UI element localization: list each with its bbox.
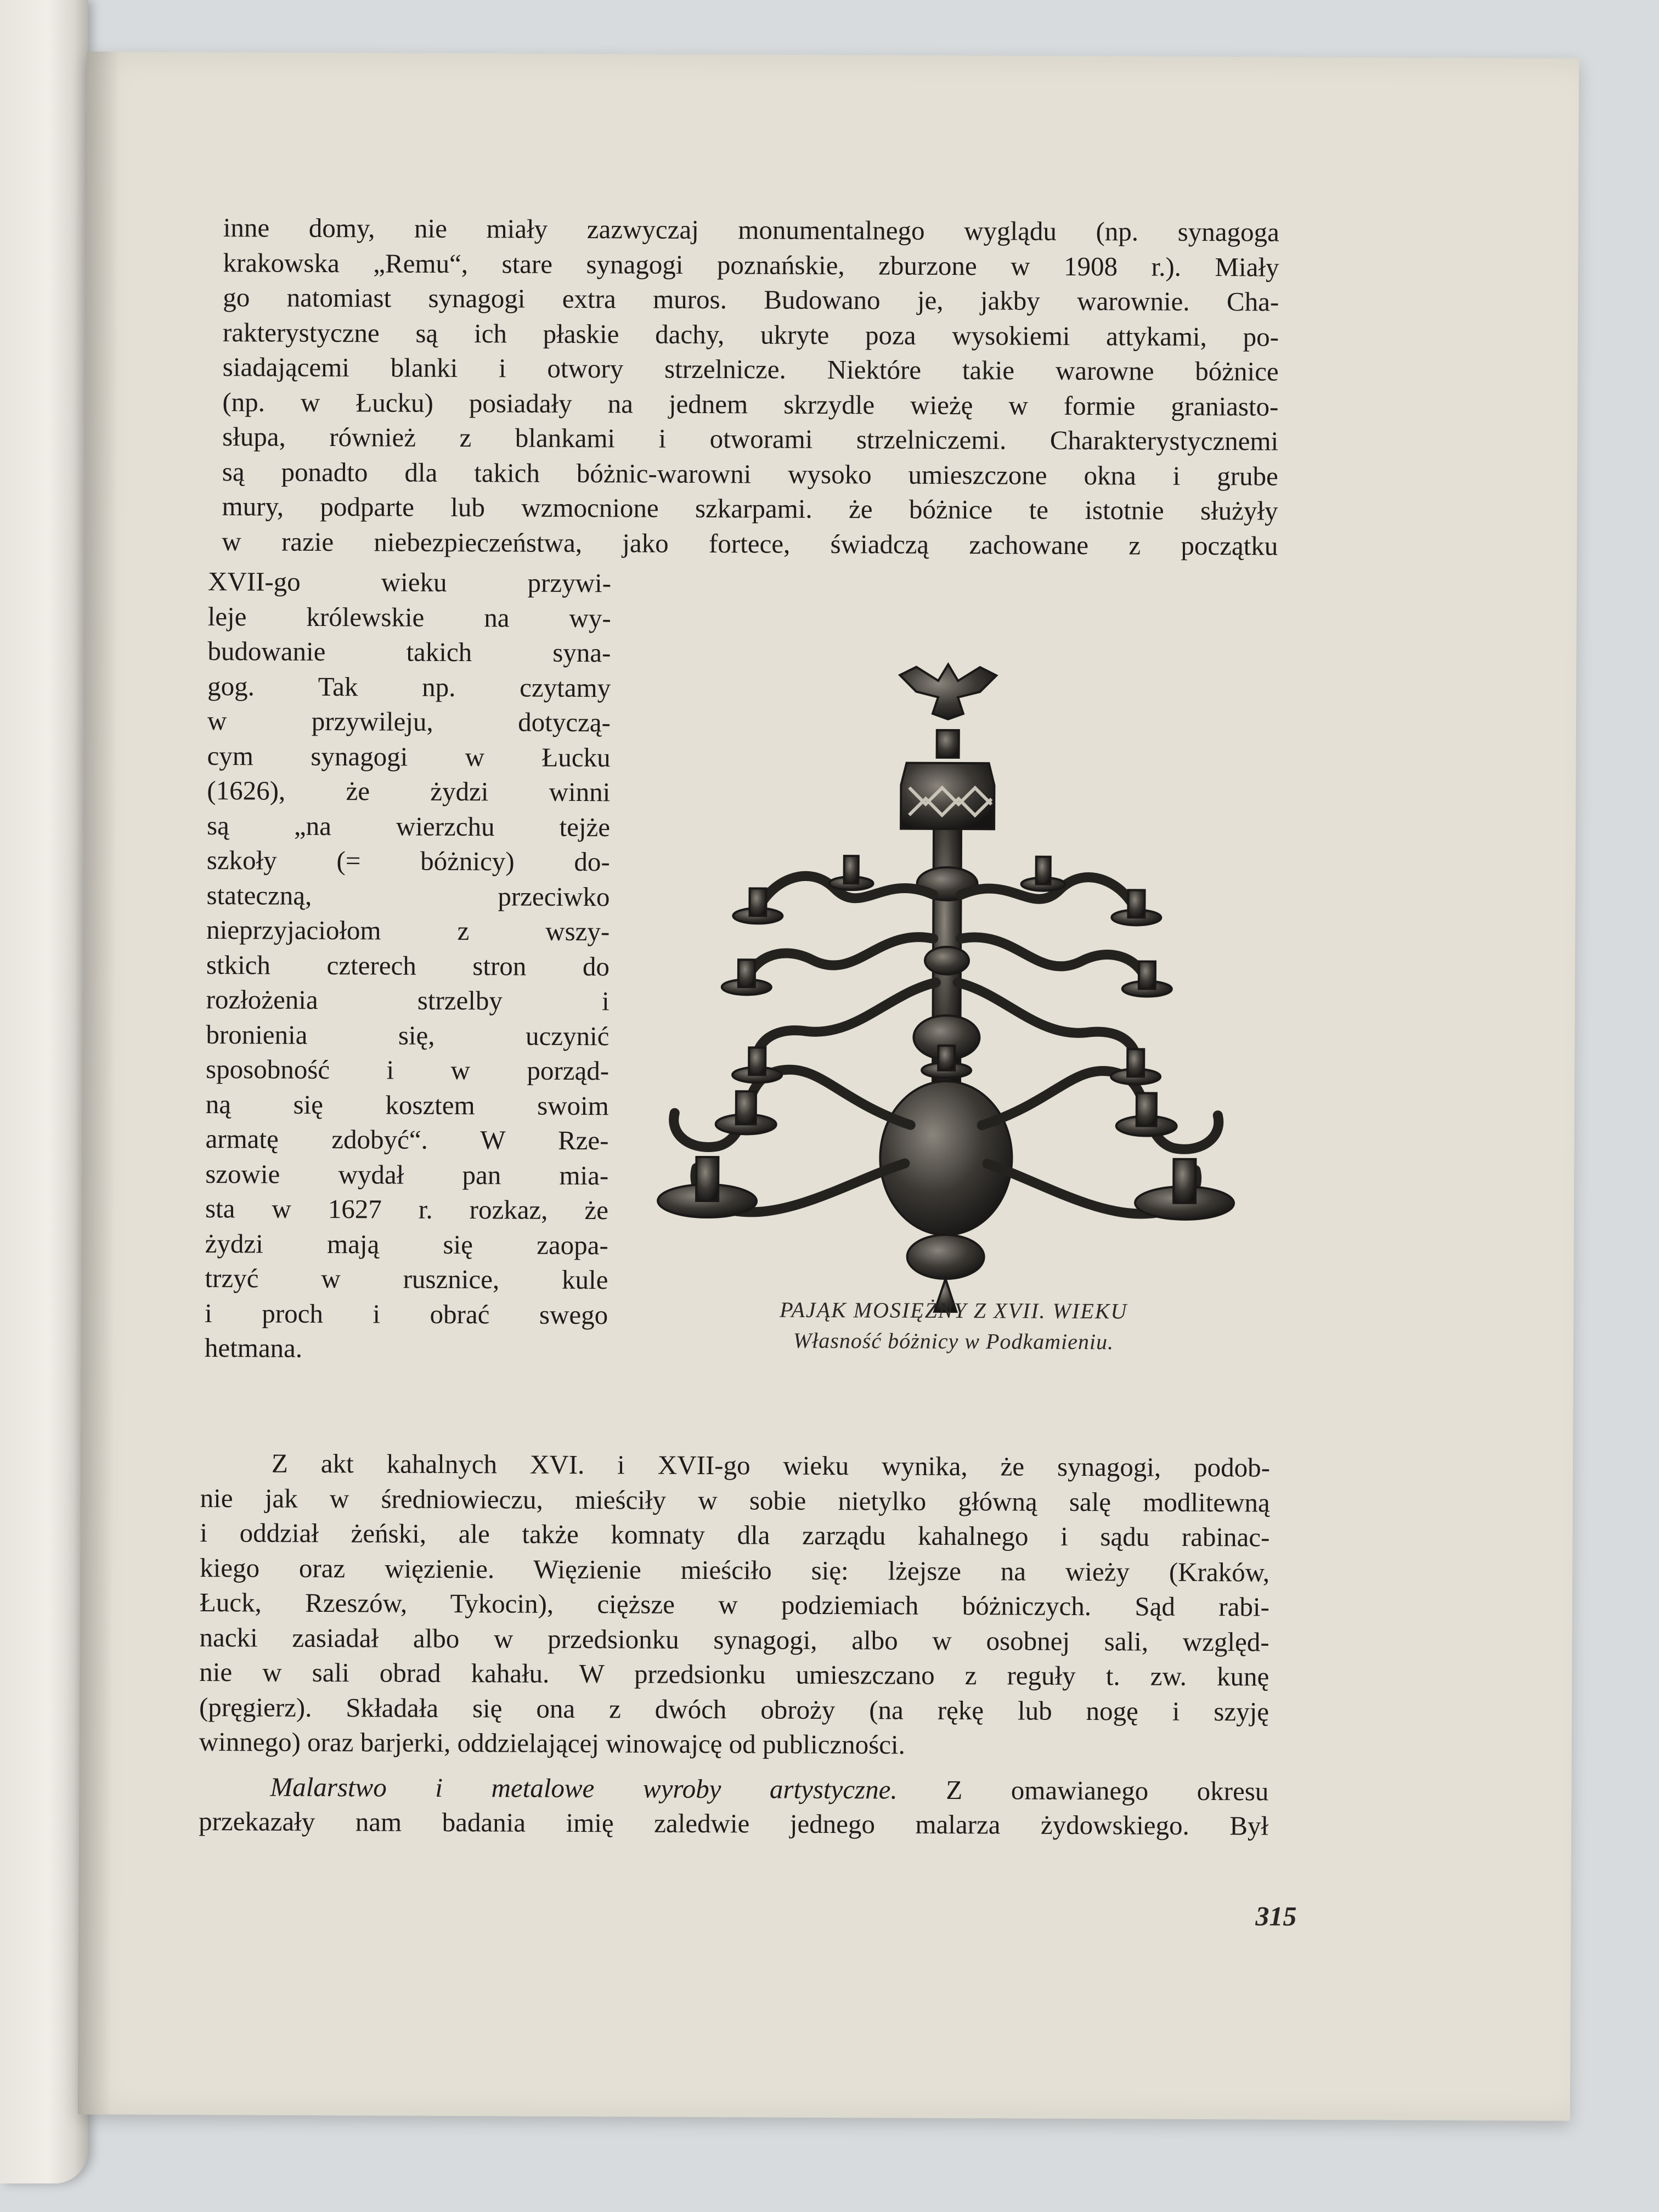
text-line: gog. Tak np. czytamy [207,670,611,703]
text-line: kiego oraz więzienie. Więzienie mieściło się: lżejsze na wieży (Kraków, [200,1552,1270,1588]
text-line: inne domy, nie miały zazwyczaj monumentalnego wyglądu (np. synagoga [223,212,1279,247]
text-line: nie jak w średniowieczu, mieściły w sobie nietylko główną salę modlitewną [200,1482,1270,1518]
text-line: rakterystyczne są ich płaskie dachy, ukryte poza wysokiemi attykami, po- [222,317,1279,352]
section-line [199,1769,1268,1809]
text-line: Łuck, Rzeszów, Tykocin), cięższe w podziemiach bóżniczych. Sąd rabi- [199,1587,1269,1622]
section-text: Z omawianego okresu [897,1774,1269,1807]
text-line: w przywileju, dotyczą- [207,706,611,738]
text-line: siadającemi blanki i otwory strzelnicze. Niektóre takie warowne bóżnice [222,352,1279,387]
text-line: mury, podparte lub wzmocnione szkarpami. że bóżnice te istotnie służyły [222,491,1278,526]
text-line: słupa, również z blankami i otworami strzelniczemi. Charakterystycznemi [222,421,1279,456]
text-line: (np. w Łucku) posiadały na jednem skrzydle wieżę w formie graniasto- [222,386,1279,422]
text-line: XVII-go wieku przywi- [207,566,612,599]
section-heading: Malarstwo i metalowe wyroby artystyczne. [270,1771,898,1805]
text-line: bronienia się, uczynić [206,1019,610,1051]
text-line: żydzi mają się zaopa- [205,1228,608,1260]
text-line: nacki zasiadał albo w przedsionku synagogi, albo w osobnej sali, względ- [199,1622,1269,1657]
text-line: leje królewskie na wy- [207,601,611,633]
caption-title: PAJĄK MOSIĘŻNY Z XVII. WIEKU [780,1297,1128,1324]
text-line: trzyć w rusznice, kule [205,1263,608,1295]
text-line: krakowska „Remu“, stare synagogi poznańskie, zburzone w 1908 r.). Miały [223,247,1279,283]
text-line: szkoły (= bóżnicy) do- [206,845,610,877]
text-line: sta w 1627 r. rozkaz, że [205,1193,609,1226]
text-line: rozłożenia strzelby i [206,984,610,1017]
text-line: stkich czterech stron do [206,949,610,981]
text-line: cym synagogi w Łucku [207,740,611,772]
page-number: 315 [1255,1900,1297,1932]
text-line: są „na wierzchu tejże [206,810,611,842]
text-line: szowie wydał pan mia- [205,1158,609,1190]
text-line: są ponadto dla takich bóżnic-warowni wysoko umieszczone okna i grube [222,456,1278,492]
text-line: budowanie takich syna- [207,636,611,668]
text-line: go natomiast synagogi extra muros. Budowano je, jakby warownie. Cha- [223,282,1279,317]
adjacent-page-edge [0,0,88,2183]
text-line: stateczną, przeciwko [206,879,610,912]
book-page [78,52,1579,2121]
text-line: ną się kosztem swoim [205,1088,609,1121]
text-line: Z akt kahalnych XVI. i XVII-go wieku wynika, że synagogi, podob- [271,1448,1271,1483]
text-line: sposobność i w porząd- [206,1054,610,1086]
text-line: (1626), że żydzi winni [207,775,611,808]
figure-caption [646,1294,1261,1358]
paragraph-top [222,210,1279,563]
text-line: nieprzyjaciołom z wszy- [206,915,610,947]
paragraph-wrap [205,564,611,1367]
text-line: i proch i obrać swego [205,1297,608,1330]
paragraph-bottom [199,1446,1270,1843]
chandelier-illustration [624,652,1269,1340]
text-line: hetmana. [204,1333,303,1363]
text-line: w razie niebezpieczeństwa, jako fortece, świadczą zachowane z początku [222,526,1278,561]
text-line: przekazały nam badania imię zaledwie jednego malarza żydowskiego. Był [199,1806,1269,1841]
text-line: armatę zdobyć“. W Rze- [205,1124,609,1156]
text-line: nie w sali obrad kahału. W przedsionku umieszczano z reguły t. zw. kunę [199,1657,1269,1692]
text-line: i oddział żeński, ale także komnaty dla zarządu kahalnego i sądu rabinac- [200,1517,1270,1553]
caption-subtitle: Własność bóżnicy w Podkamieniu. [793,1328,1114,1355]
text-line: winnego) oraz barjerki, oddzielającej winowajcę od publiczności. [199,1726,905,1760]
text-line: (pręgierz). Składała się ona z dwóch obroży (na rękę lub nogę i szyję [199,1691,1269,1727]
